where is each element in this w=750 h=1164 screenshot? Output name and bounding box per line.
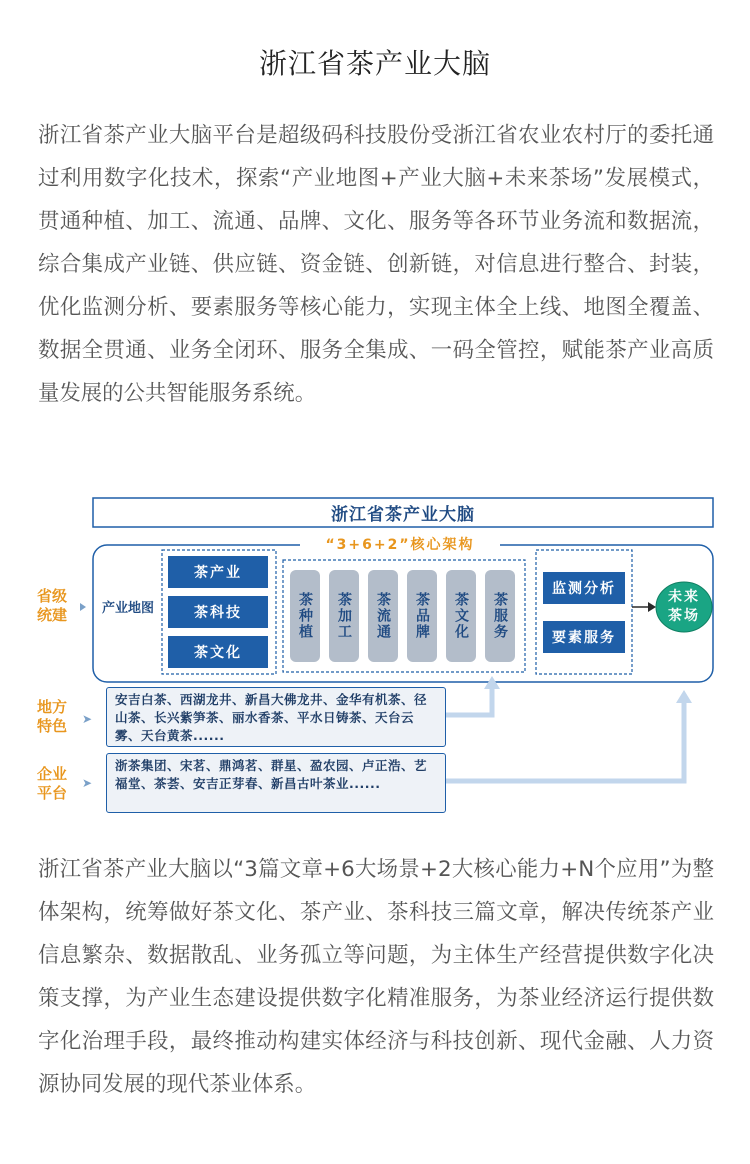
scene-circulation-label: 茶流通 — [375, 592, 391, 640]
scene-culture — [446, 570, 476, 662]
pillar-tea-culture: 茶文化 — [168, 636, 268, 668]
chevron-right-icon: ➤ — [82, 712, 93, 726]
capability-monitoring: 监测分析 — [543, 572, 625, 604]
future-farm-label: 未来 茶场 — [668, 589, 700, 624]
diagram-header: 浙江省茶产业大脑 — [331, 505, 475, 525]
chevron-right-icon: ➤ — [82, 776, 93, 790]
scene-brand — [407, 570, 437, 662]
pillar-tea-technology: 茶科技 — [168, 596, 268, 628]
pillar-tea-industry: 茶产业 — [168, 556, 268, 588]
scene-brand-label: 茶品牌 — [414, 592, 430, 640]
scene-service-label: 茶服务 — [492, 592, 508, 640]
side-label-unified: 省级 统建 — [36, 587, 67, 624]
scene-processing — [329, 570, 359, 662]
scene-culture-label: 茶文化 — [453, 592, 469, 640]
intro-paragraph: 浙江省茶产业大脑平台是超级码科技股份受浙江省农业农村厅的委托通过利用数字化技术，探索“产业地图+产业大脑+未来茶场”发展模式，贯通种植、加工、流通、品牌、文化、服务等各环节业务流和数据流，综合集成产业链、供应链、资金链、创新链，对信息进行整合、封装，优化监测分析、要素服务等核心能力，实现主体全上线、地图全覆盖、数据全贯通、业务全闭环、服务全集成、一码全管控，赋能茶产业高质量发展的公共智能服务系统。 — [38, 123, 714, 406]
scene-circulation — [368, 570, 398, 662]
industry-map-label: 产业地图 — [101, 601, 154, 616]
side-label-local: 地方 特色 — [36, 698, 67, 735]
enterprises-box: 浙茶集团、宋茗、鼎鸿茗、群星、盈农园、卢正浩、艺福堂、茶荟、安吉正芽春、新昌古叶茶业...... — [106, 753, 446, 813]
core-architecture-label: “3+6+2”核心架构 — [300, 533, 500, 555]
local-brands-box: 安吉白茶、西湖龙井、新昌大佛龙井、金华有机茶、径山茶、长兴紫笋茶、丽水香茶、平水日铸茶、天台云雾、天台黄茶...... — [106, 687, 446, 747]
scene-service — [485, 570, 515, 662]
arrow-head-enterprise — [676, 690, 692, 703]
arrow-local-to-scenes — [446, 688, 492, 715]
architecture-diagram — [0, 490, 750, 820]
architecture-paragraph: 浙江省茶产业大脑以“3篇文章+6大场景+2大核心能力+N个应用”为整体架构，统筹做好茶文化、茶产业、茶科技三篇文章，解决传统茶产业信息繁杂、数据散乱、业务孤立等问题，为主体生产经营提供数字化决策支撑，为产业生态建设提供数字化精准服务，为茶业经济运行提供数字化治理手段，最终推动构建实体经济与科技创新、现代金融、人力资源协同发展的现代茶业体系。 — [38, 857, 714, 1097]
page-title: 浙江省茶产业大脑 — [258, 47, 491, 80]
scene-planting-label: 茶种植 — [297, 592, 313, 640]
scene-processing-label: 茶加工 — [336, 592, 352, 640]
arrow-map-indicator — [80, 603, 86, 611]
side-label-enterprise: 企业 平台 — [36, 765, 67, 802]
scene-planting — [290, 570, 320, 662]
capability-factor-service: 要素服务 — [543, 621, 625, 653]
